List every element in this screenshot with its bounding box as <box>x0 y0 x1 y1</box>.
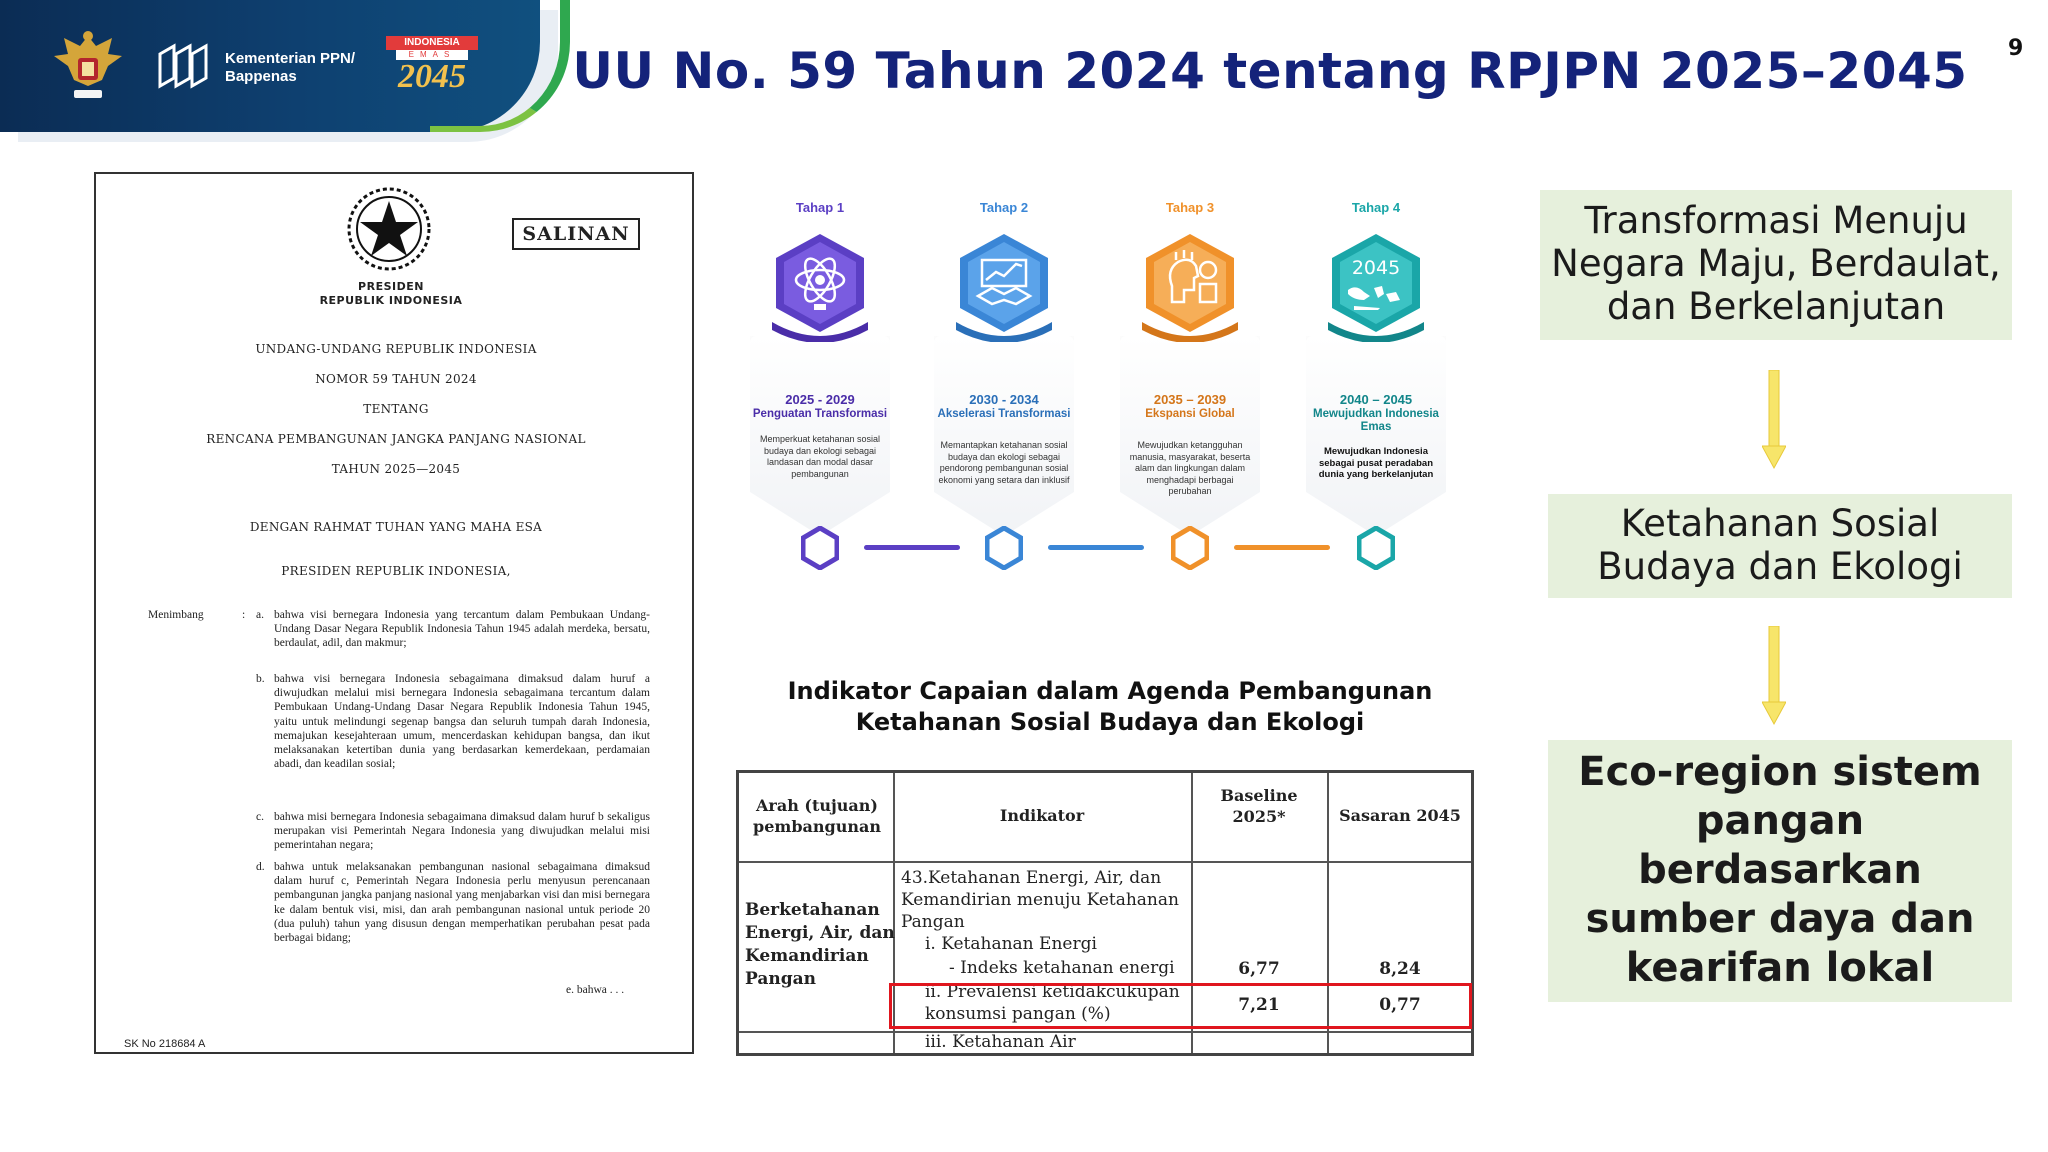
arrow-down-icon <box>1762 370 1786 470</box>
considering-colon: : <box>242 609 246 621</box>
stage-card <box>1120 336 1260 536</box>
arrow-down-icon <box>1762 626 1786 726</box>
head-idea-icon <box>1138 230 1242 342</box>
ministry-line-1: Kementerian PPN/ <box>225 50 356 67</box>
header-bar <box>0 0 2048 150</box>
baseline-value: 7,21 <box>1238 995 1280 1015</box>
stage-description: Mewujudkan ketangguhan manusia, masyarakat, beserta alam dan lingkungan dalam menghadapi berbagai perubahan <box>1129 440 1251 496</box>
page-title: UU No. 59 Tahun 2024 tentang RPJPN 2025–2045 <box>572 42 1968 100</box>
considering-label: Menimbang <box>148 609 204 621</box>
stage-period: 2030 - 2034 <box>969 392 1039 407</box>
law-document-scan <box>94 172 694 1054</box>
indonesia-map-icon <box>1324 230 1428 342</box>
sk-number: SK No 218684 A <box>124 1038 206 1050</box>
president-line-1: PRESIDEN <box>358 280 424 293</box>
timeline-node-icon <box>1357 526 1395 570</box>
highlighted-indicator-row <box>889 983 1472 1029</box>
development-direction: Berketahanan Energi, Air, dan Kemandirian Pangan <box>745 900 895 989</box>
stage-3 <box>1110 196 1270 576</box>
law-grace: DENGAN RAHMAT TUHAN YANG MAHA ESA <box>249 520 543 534</box>
indicator-row-index: - Indeks ketahanan energi <box>949 958 1175 978</box>
indicator-row-i: i. Ketahanan Energi <box>925 934 1097 954</box>
law-title: UNDANG-UNDANG REPUBLIK INDONESIA <box>255 342 537 356</box>
timeline-node-icon <box>1171 526 1209 570</box>
considering-marker: b. <box>256 673 265 685</box>
timeline-node-icon <box>801 526 839 570</box>
law-plan-name: RENCANA PEMBANGUNAN JANGKA PANJANG NASIONAL <box>206 432 586 446</box>
target-value: 8,24 <box>1379 959 1421 979</box>
stage-card <box>1306 336 1446 536</box>
stage-name: Penguatan Transformasi <box>752 408 888 420</box>
considering-text: bahwa untuk melaksanakan pembangunan nasional sebagaimana dimaksud dalam huruf c, Pemerintah Negara Indonesia perlu menyusun perencanaan pembangunan jangka panjang nasional yang menjabarkan visi dan misi bernegara ke dalam bentuk visi, misi, dan arah pembangunan nasional untuk periode 20 (dua puluh) tahun yang disusun dengan memperhatikan perubahan pesat pada berbagai bidang; <box>274 861 650 945</box>
stage-label: Tahap 1 <box>795 200 845 215</box>
considering-text: bahwa visi bernegara Indonesia yang tercantum dalam Pembukaan Undang-Undang Dasar Negara Republik Indonesia Tahun 1945 adalah merdeka, bersatu, berdaulat, adil, dan makmur; <box>274 609 650 650</box>
considering-marker: c. <box>256 811 264 823</box>
stage-hex-year: 2045 <box>1351 257 1401 279</box>
header-baseline: Baseline 2025* <box>1220 786 1298 826</box>
law-about: TENTANG <box>363 402 429 416</box>
summary-box-resilience: Ketahanan Sosial Budaya dan Ekologi <box>1548 494 2012 598</box>
indicator-row-ii: ii. Prevalensi ketidakcukupan konsumsi pangan (%) <box>925 982 1180 1024</box>
stage-label: Tahap 2 <box>979 200 1029 215</box>
emas-logo-top: INDONESIA <box>386 36 478 50</box>
president-line-2: REPUBLIK INDONESIA <box>319 294 463 307</box>
stage-1 <box>740 196 900 576</box>
indicator-table-title <box>740 676 1480 738</box>
document-president-header <box>246 280 536 308</box>
law-years: TAHUN 2025—2045 <box>331 462 461 476</box>
target-value: 0,77 <box>1379 995 1421 1015</box>
header-indikator: Indikator <box>999 806 1085 825</box>
handshake-chart-icon <box>952 230 1056 342</box>
ministry-name <box>225 50 355 86</box>
indicator-row-43: 43.Ketahanan Energi, Air, dan Kemandirian menuju Ketahanan Pangan <box>901 868 1179 932</box>
stage-description: Memperkuat ketahanan sosial budaya dan ekologi sebagai landasan dan modal dasar pembangunan <box>759 434 881 479</box>
indicator-title-line-1: Indikator Capaian dalam Agenda Pembangunan <box>787 677 1433 705</box>
considering-text: bahwa visi bernegara Indonesia sebagaimana dimaksud dalam huruf a diwujudkan melalui misi bernegara Indonesia sebagaimana tercantum dalam Pembukaan Undang-Undang Dasar Negara Republik Indonesia Tahun 1945, yaitu untuk melindungi segenap bangsa dan seluruh tumpah darah Indonesia, memajukan kesejahteraan umum, mencerdaskan kehidupan bangsa, dan ikut melaksanakan ketertiban dunia yang berdasarkan kemerdekaan, perdamaian abadi, dan keadilan sosial; <box>274 673 650 771</box>
summary-box-transformation: Transformasi Menuju Negara Maju, Berdaulat, dan Berkelanjutan <box>1540 190 2012 340</box>
considering-text: bahwa misi bernegara Indonesia sebagaimana dimaksud dalam huruf b sekaligus merupakan visi Pemerintah Negara Indonesia yang diwujudkan melalui misi pemerintahan negara; <box>274 811 650 852</box>
indicator-table <box>736 770 1474 1056</box>
baseline-value: 6,77 <box>1238 959 1280 979</box>
emas-logo-year: 2045 <box>398 58 466 95</box>
timeline-connector <box>864 545 960 550</box>
table-divider <box>739 861 1471 863</box>
timeline-connector <box>1048 545 1144 550</box>
stage-4 <box>1296 196 1456 576</box>
presidential-star-emblem-icon <box>344 184 434 274</box>
continued-marker: e. bahwa . . . <box>566 984 625 996</box>
rpjpn-stage-timeline <box>740 196 1480 596</box>
bappenas-logo-icon <box>156 42 212 90</box>
timeline-connector <box>1234 545 1330 550</box>
stage-period: 2040 – 2045 <box>1339 392 1413 407</box>
considering-marker: d. <box>256 861 265 873</box>
considering-marker: a. <box>256 609 264 621</box>
stage-period: 2025 - 2029 <box>785 392 855 407</box>
stage-label: Tahap 4 <box>1351 200 1401 215</box>
ministry-line-2: Bappenas <box>225 68 297 85</box>
salinan-stamp: SALINAN <box>512 218 640 250</box>
law-president-full: PRESIDEN REPUBLIK INDONESIA, <box>281 564 511 578</box>
indonesia-emas-logo <box>386 36 478 96</box>
stage-name: Ekspansi Global <box>1145 408 1235 420</box>
law-number: NOMOR 59 TAHUN 2024 <box>315 372 477 386</box>
stage-label: Tahap 3 <box>1165 200 1215 215</box>
timeline-node-icon <box>985 526 1023 570</box>
stage-description: Mewujudkan Indonesia sebagai pusat peradaban dunia yang berkelanjutan <box>1318 446 1434 480</box>
indicator-row-iii: iii. Ketahanan Air <box>925 1032 1076 1052</box>
stage-card <box>934 336 1074 536</box>
atom-bulb-icon <box>768 230 872 342</box>
indicator-title-line-2: Ketahanan Sosial Budaya dan Ekologi <box>855 708 1365 736</box>
stage-description: Memantapkan ketahanan sosial budaya dan ekologi sebagai pendorong pembangunan sosial ekonomi yang setara dan inklusif <box>938 440 1070 485</box>
stage-name: Akselerasi Transformasi <box>937 408 1071 420</box>
summary-box-eco-region: Eco-region sistem pangan berdasarkan sumber daya dan kearifan lokal <box>1548 740 2012 1002</box>
garuda-emblem-icon <box>52 28 124 104</box>
stage-2 <box>924 196 1084 576</box>
page-number: 9 <box>2008 36 2024 61</box>
header-arah: Arah (tujuan) pembangunan <box>753 796 881 836</box>
emas-logo-mid: EMAS <box>396 50 468 60</box>
stage-name: Mewujudkan Indonesia Emas <box>1313 408 1439 433</box>
stage-period: 2035 – 2039 <box>1153 392 1227 407</box>
header-sasaran: Sasaran 2045 <box>1339 806 1461 825</box>
